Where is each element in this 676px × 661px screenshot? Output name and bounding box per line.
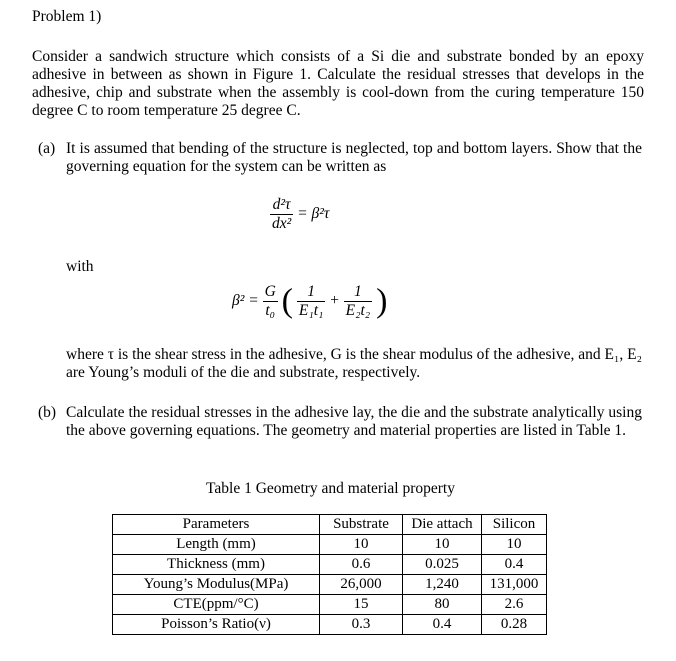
eq2-right-paren: ) (376, 282, 388, 320)
part-b-label: (b) (38, 404, 57, 421)
eq1-numerator: d²τ (270, 196, 293, 215)
table-row (113, 615, 547, 635)
table-cell: 1,240 (403, 575, 482, 595)
table-cell: Length (mm) (113, 535, 320, 555)
with-label: with (66, 258, 94, 275)
table-cell: 0.4 (403, 615, 482, 635)
table-caption: Table 1 Geometry and material property (206, 480, 455, 497)
table-row (113, 555, 547, 575)
eq2-fraction-a (297, 283, 326, 320)
part-a-label: (a) (38, 140, 56, 157)
table-cell: 10 (320, 535, 403, 555)
eq1-rhs: = β²τ (297, 205, 330, 223)
table-cell: 0.4 (482, 555, 547, 575)
table-cell: CTE(ppm/°C) (113, 595, 320, 615)
table-cell: 80 (403, 595, 482, 615)
material-property-table (112, 514, 547, 635)
eq2-one-a: 1 (297, 283, 326, 302)
eq2-den-a: E₁t₁ (298, 302, 324, 319)
table-header-cell: Die attach (403, 515, 482, 535)
eq1-fraction (270, 196, 293, 233)
eq2-t0: t₀ (265, 302, 276, 319)
eq2-fraction-b (344, 283, 373, 320)
where-text: where τ is the shear stress in the adhesive, G is the shear modulus of the adhesive, and E₁, E₂ are Young’s moduli of the die and substrate, respectively. (66, 346, 642, 381)
table-row (113, 575, 547, 595)
eq1-denominator: dx² (272, 215, 292, 232)
beta-equation (232, 283, 387, 320)
table-cell: Thickness (mm) (113, 555, 320, 575)
eq2-left-paren: ( (281, 282, 293, 320)
eq2-den-b: E₂t₂ (345, 302, 371, 319)
table-header-cell: Parameters (113, 515, 320, 535)
table-cell: Young’s Modulus(MPa) (113, 575, 320, 595)
eq2-g-over-t0 (263, 283, 278, 320)
table-cell: 0.3 (320, 615, 403, 635)
table-header-cell: Substrate (320, 515, 403, 535)
table-cell: 0.6 (320, 555, 403, 575)
table-cell: 2.6 (482, 595, 547, 615)
problem-intro: Consider a sandwich structure which consists of a Si die and substrate bonded by an epoxy adhesive in between as shown in Figure 1. Calculate the residual stresses that develops in the adhesive, chip and substrate when the assembly is cool-down from the curing temperature 150 degree C to room temperature 25 degree C. (32, 48, 644, 119)
part-b-text: Calculate the residual stresses in the adhesive lay, the die and the substrate analytically using the above governing equations. The geometry and material properties are listed in Table 1. (66, 404, 642, 439)
table-cell: 131,000 (482, 575, 547, 595)
eq2-g: G (264, 283, 276, 300)
part-a-text: It is assumed that bending of the structure is neglected, top and bottom layers. Show that the governing equation for the system can be written as (66, 140, 642, 175)
table-cell: Poisson’s Ratio(ν) (113, 615, 320, 635)
table-row (113, 535, 547, 555)
table-cell: 26,000 (320, 575, 403, 595)
eq2-lhs: β² = (232, 292, 259, 310)
governing-equation (270, 196, 329, 233)
table-cell: 10 (482, 535, 547, 555)
table-header-row (113, 515, 547, 535)
table-header-cell: Silicon (482, 515, 547, 535)
problem-title: Problem 1) (32, 8, 102, 25)
eq2-plus: + (329, 292, 340, 310)
table-cell: 0.025 (403, 555, 482, 575)
eq2-one-b: 1 (344, 283, 373, 302)
table-cell: 0.28 (482, 615, 547, 635)
table-cell: 10 (403, 535, 482, 555)
table-cell: 15 (320, 595, 403, 615)
table-row (113, 595, 547, 615)
